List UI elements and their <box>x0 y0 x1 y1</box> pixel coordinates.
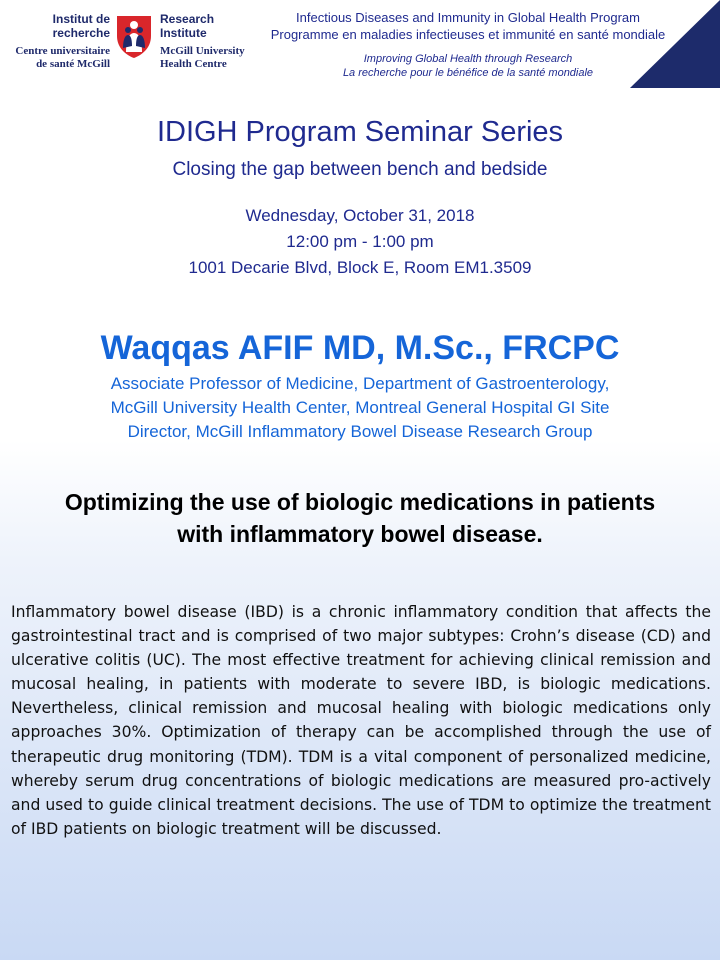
program-tagline-fr: La recherche pour le bénéfice de la santé mondiale <box>342 67 594 79</box>
muhc-ri-logo-emblem-icon <box>114 12 154 60</box>
logo-text-line: Centre universitaire <box>15 45 110 57</box>
program-tagline-en: Improving Global Health through Research <box>363 53 573 65</box>
logo-text-en <box>160 12 214 40</box>
logo-text-line: Institut de <box>52 12 110 26</box>
speaker-name: Waqqas AFIF MD, M.Sc., FRCPC <box>100 329 620 367</box>
page-title: IDIGH Program Seminar Series <box>156 116 564 148</box>
logo-text-fr <box>30 12 110 40</box>
abstract-text: Inflammatory bowel disease (IBD) is a chronic inflammatory condition that affects the gastrointestinal tract and is comprised of two major subtypes: Crohn’s disease (CD) and ulcerative colitis (UC). The most effective treatment for achieving clinical remission and mucosal healing, in patients with moderate to severe IBD, is biologic medications. Nevertheless, clinical remission and mucosal healing with biologic medications only approaches 30%. Optimization of therapy can be accomplished through the use of therapeutic drug monitoring (TDM). TDM is a vital component of personalized medicine, whereby serum drug concentrations of biologic medications are measured pro-actively and used to guide clinical treatment decisions. The use of TDM to optimize the treatment of IBD patients on biologic treatment will be discussed. <box>11 603 711 838</box>
program-name <box>262 9 674 43</box>
speaker-affiliations <box>0 372 720 444</box>
logo-text-line: de santé McGill <box>36 58 110 70</box>
affiliation-line: Associate Professor of Medicine, Department of Gastroenterology, <box>110 374 610 393</box>
logo-text-line: McGill University <box>160 45 245 57</box>
logo-text-line: recherche <box>52 26 110 40</box>
event-info <box>0 203 720 281</box>
event-location: 1001 Decarie Blvd, Block E, Room EM1.3509 <box>188 258 532 277</box>
program-name-en: Infectious Diseases and Immunity in Global Health Program <box>296 10 640 25</box>
logo-text-line: Institute <box>160 26 207 40</box>
event-time: 12:00 pm - 1:00 pm <box>286 232 434 251</box>
navy-corner-triangle-icon <box>630 0 720 88</box>
logo-subtext-fr <box>2 45 110 71</box>
logo-text-line: Research <box>160 12 215 26</box>
program-name-fr: Programme en maladies infectieuses et immunité en santé mondiale <box>270 27 666 42</box>
header-banner <box>0 0 720 90</box>
affiliation-line: McGill University Health Center, Montreal General Hospital GI Site <box>110 398 610 417</box>
logo-subtext-en <box>160 45 245 71</box>
talk-title <box>0 486 720 550</box>
program-tagline <box>262 52 674 80</box>
page-subtitle: Closing the gap between bench and bedside <box>172 159 548 180</box>
affiliation-line: Director, McGill Inflammatory Bowel Disease Research Group <box>127 422 593 441</box>
event-date: Wednesday, October 31, 2018 <box>245 206 475 225</box>
logo-text-line: Health Centre <box>160 58 227 70</box>
talk-title-line: with inflammatory bowel disease. <box>177 521 543 547</box>
talk-title-line: Optimizing the use of biologic medications in patients <box>64 489 656 515</box>
